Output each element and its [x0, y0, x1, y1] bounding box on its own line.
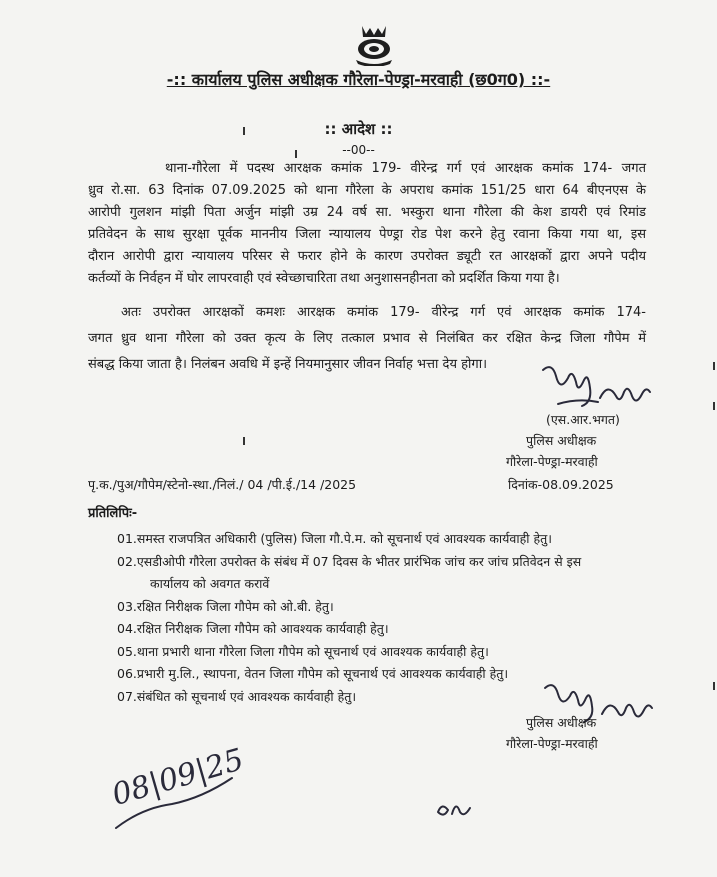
signature-2-block [506, 712, 598, 754]
stray-mark [713, 362, 715, 370]
signatory-name: (एस.आर.भगत) [546, 412, 620, 427]
reference-date: दिनांक-08.09.2025 [508, 477, 614, 492]
stray-mark [243, 437, 245, 445]
handwritten-date: 08|09|25 [108, 742, 248, 813]
list-item: 03.रक्षित निरीक्षक जिला गौपेम को ओ.बी. हेतु। [117, 598, 334, 614]
list-item-continuation: कार्यालय को अवगत करावें [150, 576, 270, 591]
list-item: 04.रक्षित निरीक्षक जिला गौपेम को आवश्यक कार्यवाही हेतु। [117, 621, 389, 636]
list-item: 06.प्रभारी मु.लि., स्थापना, वेतन जिला गौपेम को सूचनार्थ एवं आवश्यक कार्यवाही हेतु। [117, 666, 509, 681]
stray-mark [713, 682, 715, 690]
reference-number: पृ.क./पुअ/गौपेम/स्टेनो-स्था./निलं./ 04 /पी.ई./14 /2025 [88, 477, 357, 492]
order-heading: :: आदेश :: [324, 120, 393, 138]
list-item: 01.समस्त राजपत्रित अधिकारी (पुलिस) जिला गौ.पे.म. को सूचनार्थ एवं आवश्यक कार्यवाही हेतु। [117, 531, 552, 546]
paragraph-line: दौरान आरोपी द्वारा न्यायालय परिसर से फरार होने के कारण उपरोक्त ड्यूटी रत आरक्षकों द्वारा अपने पदीय [88, 249, 646, 264]
list-item-text: 02.एसडीओपी गौरेला उपरोक्त के संबंध में 07 दिवस के भीतर प्रारंभिक जांच कर जांच प्रतिवेदन से इस [117, 553, 582, 569]
signatory-designation: पुलिस अधीक्षक [526, 715, 597, 730]
order-paragraph-1 [88, 158, 646, 290]
paragraph-line: आरोपी गुलशन मांझी पिता अर्जुन मांझी उम्र 24 वर्ष सा. भस्कुरा थाना गौरेला की केश डायरी एवं रिमांड [88, 205, 646, 220]
handwritten-date-flourish [112, 768, 252, 838]
paragraph-line: प्रतिवेदन के साथ सुरक्षा पूर्वक माननीय जिला न्यायालय पेण्ड्रा रोड पेश करने हेतु रवाना किया गया था, इस [88, 227, 646, 242]
stray-mark [243, 127, 245, 135]
stray-mark [295, 150, 297, 158]
copy-heading: प्रतिलिपिः- [88, 506, 138, 521]
list-item: 07.संबंधित को सूचनार्थ एवं आवश्यक कार्यवाही हेतु। [117, 688, 357, 704]
paragraph-line: ध्रुव रो.सा. 63 दिनांक 07.09.2025 को थाना गौरेला के अपराध कमांक 151/25 धारा 64 बीएनएस के [88, 183, 646, 198]
paragraph-line: जगत ध्रुव थाना गौरेला को उक्त कृत्य के लिए तत्काल प्रभाव से निलंबित कर रक्षित केन्द्र जिला गौपेम में [88, 331, 646, 346]
stray-mark [713, 402, 715, 410]
office-title: -:: कार्यालय पुलिस अधीक्षक गौरेला-पेण्ड्रा-मरवाही (छ0ग0) ::- [166, 70, 551, 89]
order-subheading: --00-- [342, 143, 375, 157]
paragraph-line: थाना-गौरेला में पदस्थ आरक्षक कमांक 179- वीरेन्द्र गर्ग एवं आरक्षक कमांक 174- जगत [165, 161, 646, 176]
police-emblem-icon [348, 22, 400, 66]
signatory-district: गौरेला-पेण्ड्रा-मरवाही [506, 454, 598, 469]
initials-scribble [434, 796, 474, 822]
signatory-designation: पुलिस अधीक्षक [526, 433, 597, 448]
signatory-district: गौरेला-पेण्ड्रा-मरवाही [506, 736, 598, 751]
paragraph-line: संबद्ध किया जाता है। निलंबन अवधि में इन्हें नियमानुसार जीवन निर्वाह भत्ता देय होगा। [88, 357, 488, 372]
list-item: 05.थाना प्रभारी थाना गौरेला जिला गौपेम को सूचनार्थ एवं आवश्यक कार्यवाही हेतु। [117, 643, 489, 659]
paragraph-line: अतः उपरोक्त आरक्षकों कमशः आरक्षक कमांक 179- वीरेन्द्र गर्ग एवं आरक्षक कमांक 174- [121, 305, 646, 320]
signature-1-block [506, 409, 620, 472]
list-item [117, 551, 637, 596]
paragraph-line: कर्तव्यों के निर्वहन में घोर लापरवाही एवं स्वेच्छाचारिता तथा अनुशासनहीनता को प्रदर्शित किया गया है। [88, 271, 560, 286]
